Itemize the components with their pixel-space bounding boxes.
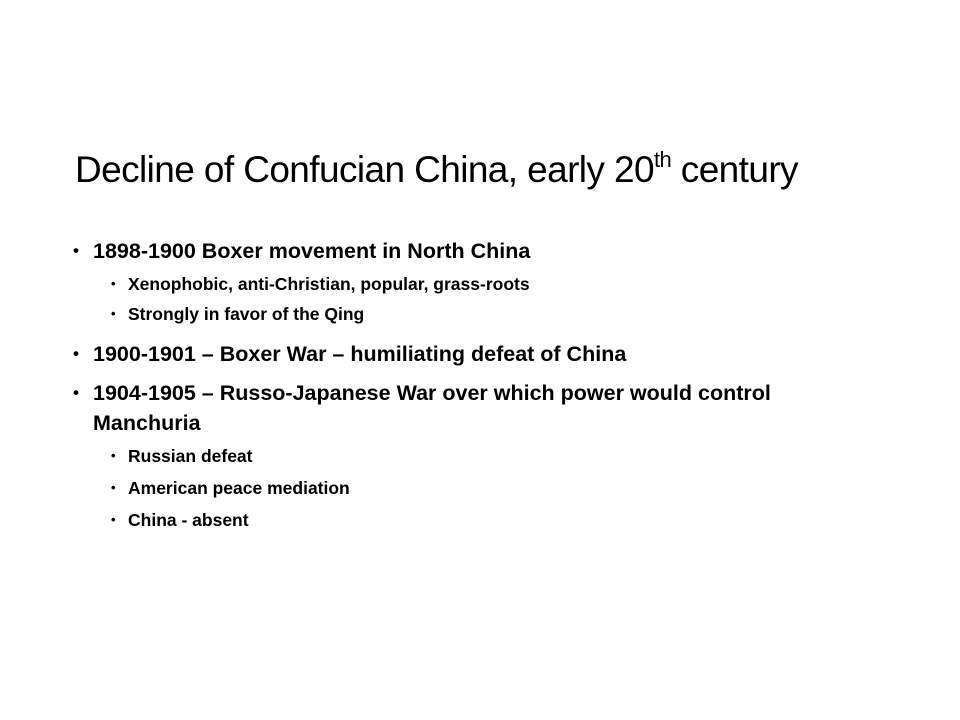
bullet-glyph: • xyxy=(111,306,116,321)
bullet-glyph: • xyxy=(73,383,79,402)
bullet-glyph: • xyxy=(73,344,79,363)
sub-bullet-text: Russian defeat xyxy=(128,446,253,466)
sub-bullet-text: Xenophobic, anti-Christian, popular, grass-roots xyxy=(128,274,530,294)
bullet-glyph: • xyxy=(111,448,116,463)
sub-bullet-text: China - absent xyxy=(128,510,249,530)
sub-bullet-text: American peace mediation xyxy=(128,478,350,498)
bullet-glyph: • xyxy=(111,480,116,495)
slide-title xyxy=(75,145,935,195)
title-main: Decline of Confucian China, early 20 xyxy=(75,149,654,190)
bullet-glyph: • xyxy=(111,276,116,291)
bullet-text-continuation: Manchuria xyxy=(93,411,201,435)
bullet-glyph: • xyxy=(111,512,116,527)
bullet-text: 1904-1905 – Russo-Japanese War over which power would control xyxy=(93,381,771,405)
title-tail: century xyxy=(671,149,798,190)
sub-bullet-text: Strongly in favor of the Qing xyxy=(128,304,365,324)
title-superscript: th xyxy=(653,147,672,172)
bullet-glyph: • xyxy=(73,241,79,260)
bullet-text: 1900-1901 – Boxer War – humiliating defeat of China xyxy=(93,342,627,366)
bullet-text: 1898-1900 Boxer movement in North China xyxy=(93,239,531,263)
